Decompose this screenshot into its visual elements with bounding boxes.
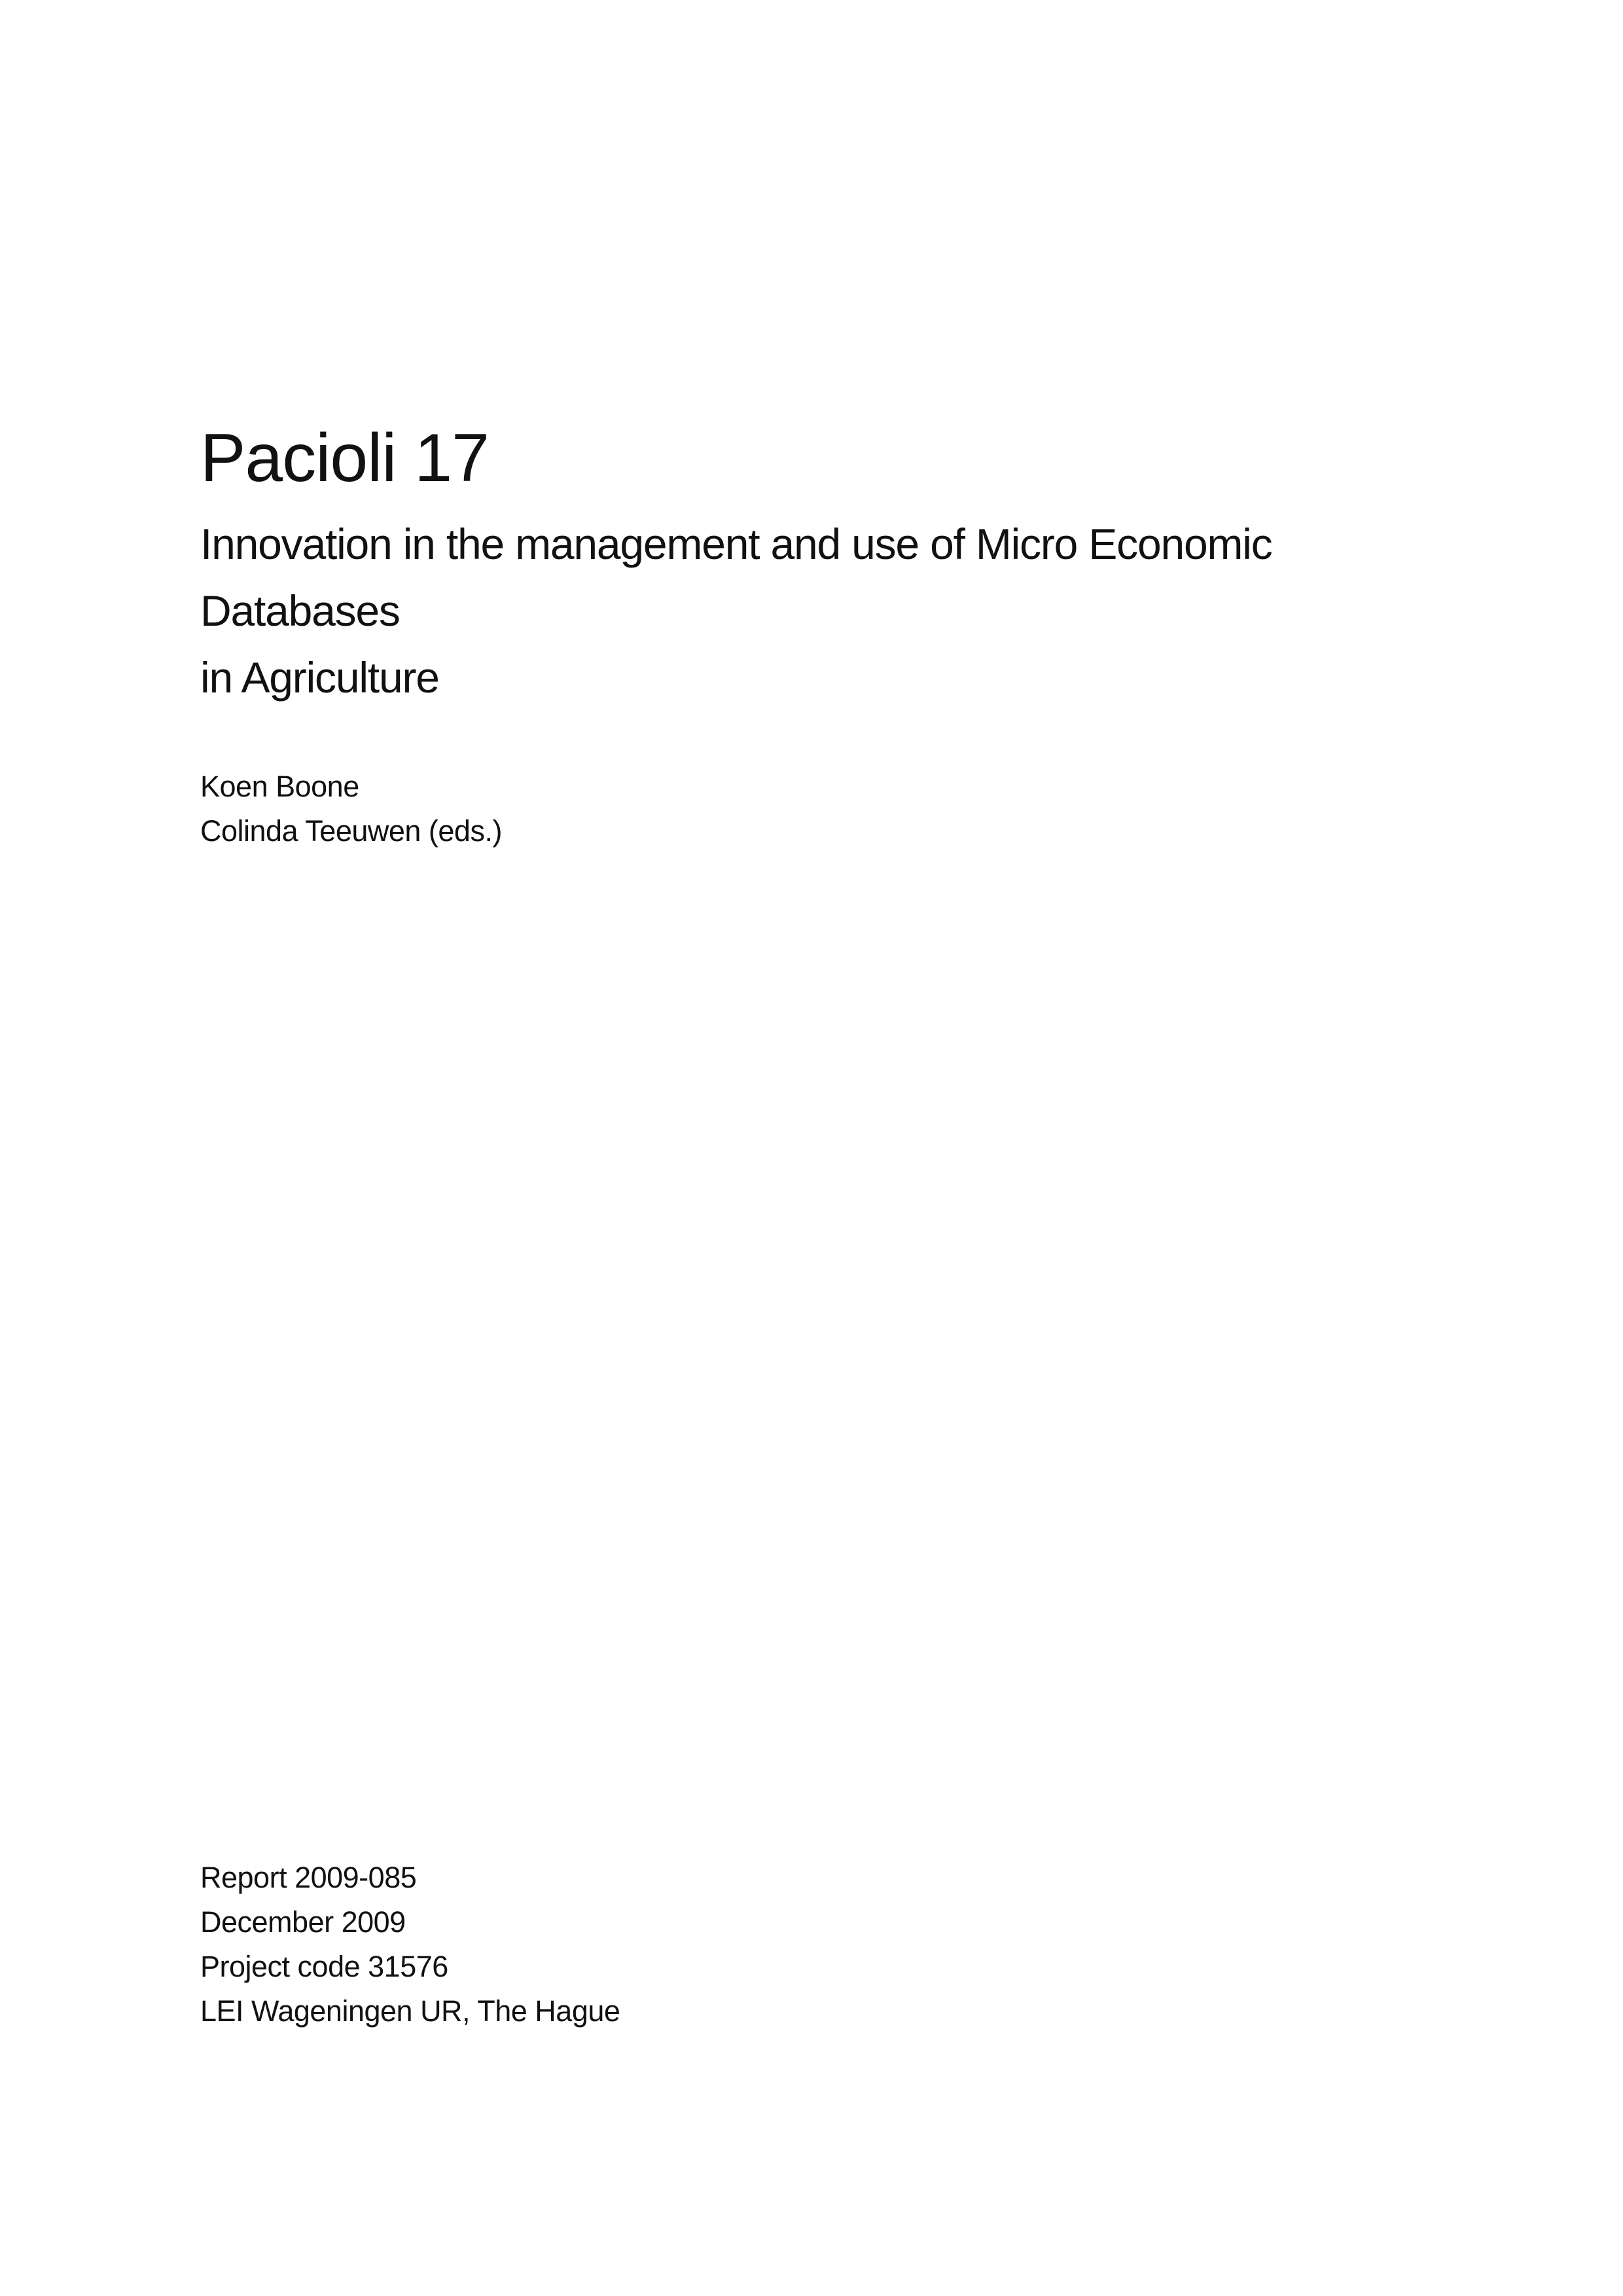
- report-number: Report 2009-085: [200, 1861, 417, 1894]
- document-title: Pacioli 17: [200, 420, 489, 496]
- author-name: Koen Boone: [200, 770, 359, 803]
- report-info: [200, 1856, 620, 2034]
- author-list: [200, 764, 502, 853]
- report-date: December 2009: [200, 1905, 406, 1939]
- author-name: Colinda Teeuwen (eds.): [200, 814, 502, 848]
- project-code: Project code 31576: [200, 1950, 448, 1983]
- document-subtitle: [200, 511, 1444, 711]
- publisher: LEI Wageningen UR, The Hague: [200, 1994, 620, 2028]
- title-block: [200, 419, 1444, 711]
- subtitle-line-1: Innovation in the management and use of Micro Economic Databases: [200, 520, 1272, 635]
- subtitle-line-2: in Agriculture: [200, 653, 439, 702]
